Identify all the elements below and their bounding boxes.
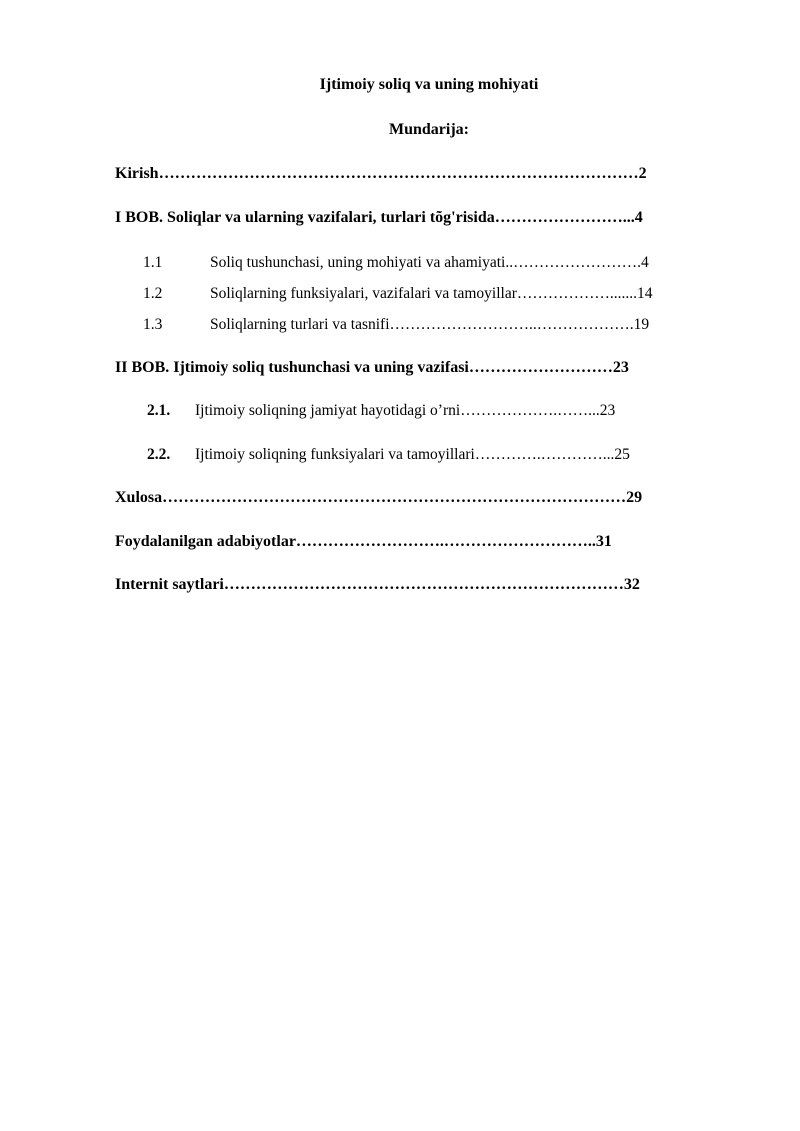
toc-entry-number: 2.1. bbox=[147, 402, 171, 419]
toc-entry-internet: Internit saytlari…………………………………………………………………32 bbox=[115, 576, 640, 593]
toc-entry-2-2 bbox=[115, 446, 741, 466]
toc-entry-xulosa: Xulosa……………………………………………………………………………29 bbox=[115, 489, 643, 506]
toc-entry-1-1 bbox=[115, 254, 741, 274]
toc-entry-1-2 bbox=[115, 285, 741, 305]
toc-entry-label: Soliq tushunchasi, uning mohiyati va ahamiyati..…………………….4 bbox=[210, 254, 649, 271]
toc-entry-number: 1.1 bbox=[143, 254, 163, 271]
toc-entry-number: 1.2 bbox=[143, 285, 163, 302]
toc-entry-chapter-1: I BOB. Soliqlar va ularning vazifalari, turlari tõg'risida……………………...4 bbox=[115, 209, 643, 226]
toc-entry-chapter-2: II BOB. Ijtimoiy soliq tushunchasi va uning vazifasi………………………23 bbox=[115, 359, 629, 376]
toc-entry-label: Ijtimoiy soliqning funksiyalari va tamoyillari………….…………...25 bbox=[195, 446, 630, 463]
toc-entry-label: Soliqlarning funksiyalari, vazifalari va tamoyillar……………….......14 bbox=[210, 285, 653, 302]
toc-entry-number: 1.3 bbox=[143, 316, 163, 333]
toc-entry-kirish: Kirish………………………………………………………………………………2 bbox=[115, 165, 647, 182]
toc-entry-label: Soliqlarning turlari va tasnifi………………………..……………….19 bbox=[210, 316, 650, 333]
toc-entry-number: 2.2. bbox=[147, 446, 171, 463]
toc-entry-adabiyotlar: Foydalanilgan adabiyotlar……………………….………………………..31 bbox=[115, 533, 612, 550]
toc-entry-label: Ijtimoiy soliqning jamiyat hayotidagi o’rni……………….……...23 bbox=[195, 402, 616, 419]
toc-entry-2-1 bbox=[115, 402, 741, 422]
toc-entry-1-3 bbox=[115, 316, 741, 336]
document-title: Ijtimoiy soliq va uning mohiyati bbox=[319, 76, 539, 93]
toc-heading: Mundarija: bbox=[389, 121, 469, 138]
